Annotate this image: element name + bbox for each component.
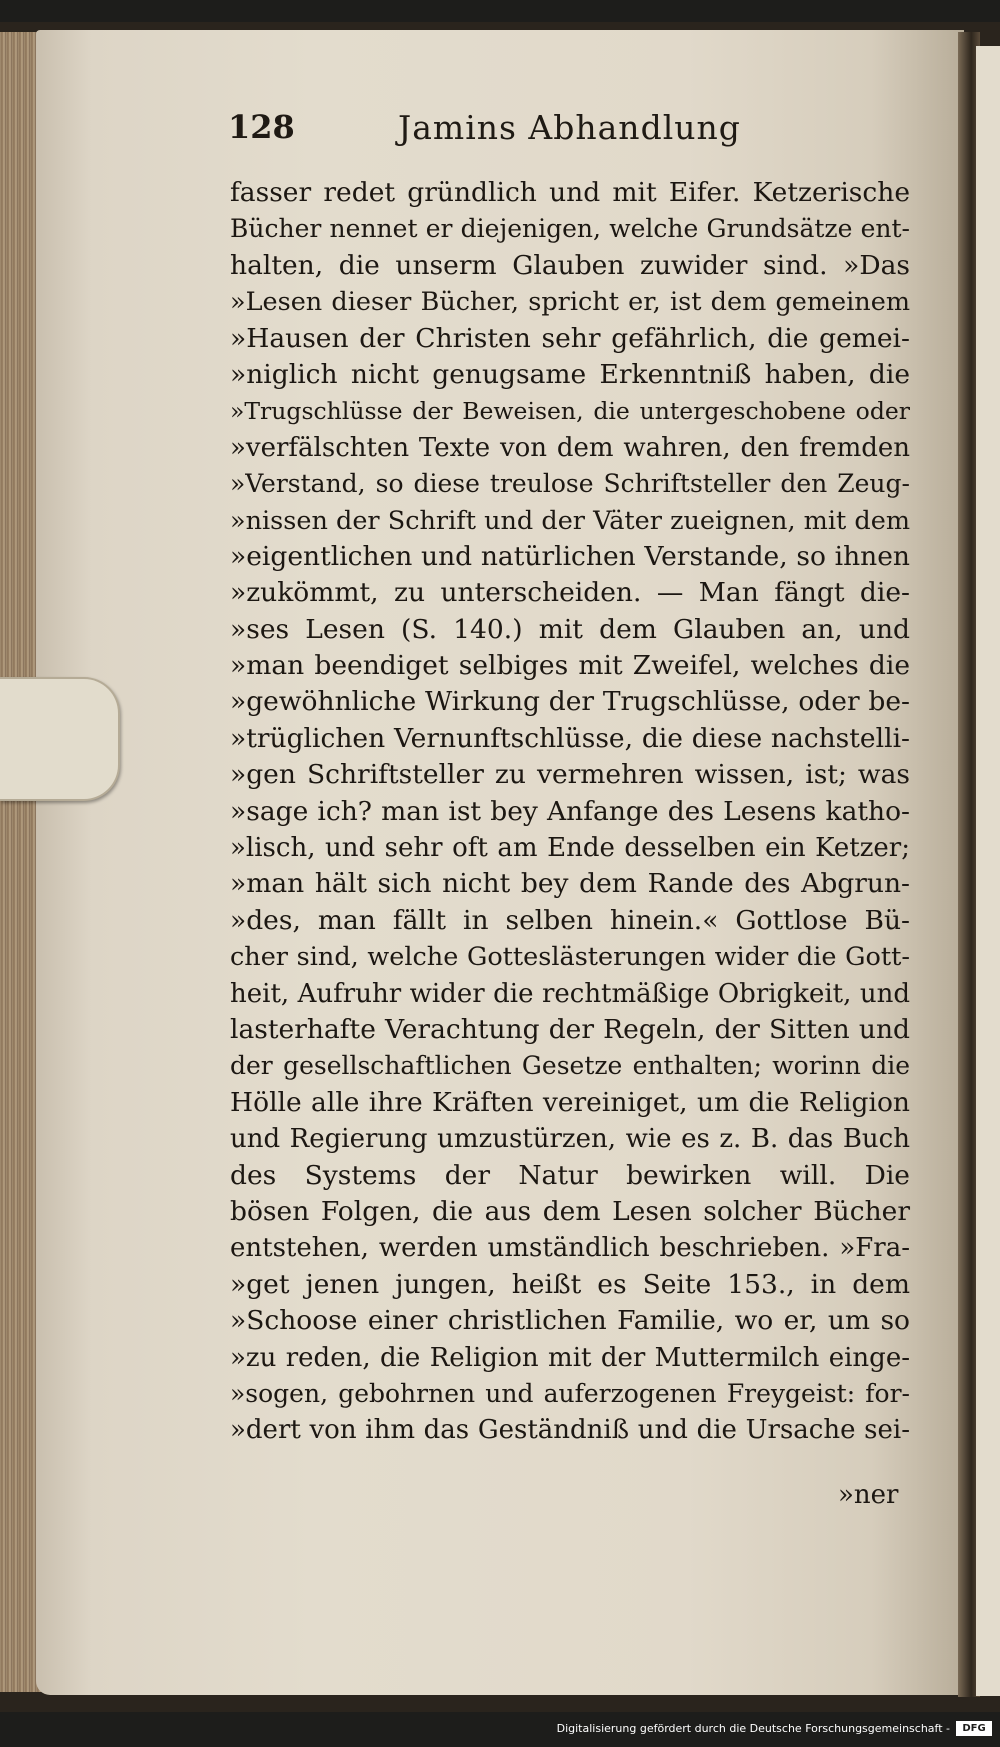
text-line: »dert von ihm das Geständniß und die Ursache sei- — [230, 1415, 910, 1446]
text-line: »Trugschlüsse der Beweisen, die untergeschobene oder — [230, 397, 910, 426]
catchword: »ner — [838, 1480, 899, 1510]
text-line: »trüglichen Vernunftschlüsse, die diese nachstelli- — [230, 722, 910, 754]
footer-bar — [0, 1712, 1000, 1747]
text-line: »ses Lesen (S. 140.) mit dem Glauben an, und — [230, 613, 910, 645]
text-line: »sogen, gebohrnen und auferzogenen Freygeist: for- — [230, 1378, 910, 1408]
text-line: der gesellschaftlichen Gesetze enthalten; worinn die — [230, 1051, 910, 1081]
text-line: »man beendiget selbiges mit Zweifel, welches die — [230, 650, 910, 682]
text-line: des Systems der Natur bewirken will. Die — [230, 1159, 910, 1191]
text-line: »Verstand, so diese treulose Schriftsteller den Zeug- — [230, 469, 910, 499]
text-line: und Regierung umzustürzen, wie es z. B. das Buch — [230, 1124, 910, 1155]
text-line: »get jenen jungen, heißt es Seite 153., in dem — [230, 1268, 910, 1300]
text-line: »Schoose einer christlichen Familie, wo er, um so — [230, 1305, 910, 1337]
text-line: Bücher nennet er diejenigen, welche Grundsätze ent- — [230, 214, 910, 244]
text-line: Hölle alle ihre Kräften vereiniget, um die Religion — [230, 1086, 910, 1118]
text-line: »nissen der Schrift und der Väter zueignen, mit dem — [230, 505, 910, 536]
text-line: »niglich nicht genugsame Erkenntniß haben, die — [230, 358, 910, 390]
text-line: »verfälschten Texte von dem wahren, den fremden — [230, 432, 910, 463]
text-line: »Lesen dieser Bücher, spricht er, ist dem gemeinem — [230, 287, 910, 318]
page-number: 128 — [228, 108, 295, 146]
text-line: »zukömmt, zu unterscheiden. — Man fängt die- — [230, 577, 910, 609]
text-line: »man hält sich nicht bey dem Rande des Abgrun- — [230, 868, 910, 900]
funding-credit: Digitalisierung gefördert durch die Deutsche Forschungsgemeinschaft - — [556, 1722, 950, 1735]
text-line: »Hausen der Christen sehr gefährlich, die gemei- — [230, 322, 910, 354]
text-line: »eigentlichen und natürlichen Verstande, so ihnen — [230, 540, 910, 572]
text-line: bösen Folgen, die aus dem Lesen solcher Bücher — [230, 1195, 910, 1227]
text-line: entstehen, werden umständlich beschrieben. »Fra- — [230, 1233, 910, 1264]
text-line: fasser redet gründlich und mit Eifer. Ketzerische — [230, 177, 910, 208]
text-line: cher sind, welche Gotteslästerungen wider die Gott- — [230, 942, 910, 973]
text-line: »lisch, und sehr oft am Ende desselben ein Ketzer; — [230, 833, 910, 864]
bookmark-tab — [0, 677, 120, 801]
running-head: Jamins Abhandlung — [398, 108, 741, 147]
text-line: »des, man fällt in selben hinein.« Gottlose Bü- — [230, 904, 910, 936]
text-line: heit, Aufruhr wider die rechtmäßige Obrigkeit, und — [230, 978, 910, 1009]
text-line: »sage ich? man ist bey Anfange des Lesens katho- — [230, 795, 910, 827]
dfg-logo: DFG — [956, 1721, 992, 1736]
facing-page-edge — [976, 46, 1000, 1696]
text-line: halten, die unserm Glauben zuwider sind. »Das — [230, 249, 910, 281]
text-line: »zu reden, die Religion mit der Muttermilch einge- — [230, 1342, 910, 1373]
text-line: »gen Schriftsteller zu vermehren wissen, ist; was — [230, 759, 910, 791]
text-line: lasterhafte Verachtung der Regeln, der Sitten und — [230, 1013, 910, 1045]
text-line: »gewöhnliche Wirkung der Trugschlüsse, oder be- — [230, 686, 910, 718]
body-text — [230, 175, 910, 1449]
page-header — [228, 108, 928, 158]
